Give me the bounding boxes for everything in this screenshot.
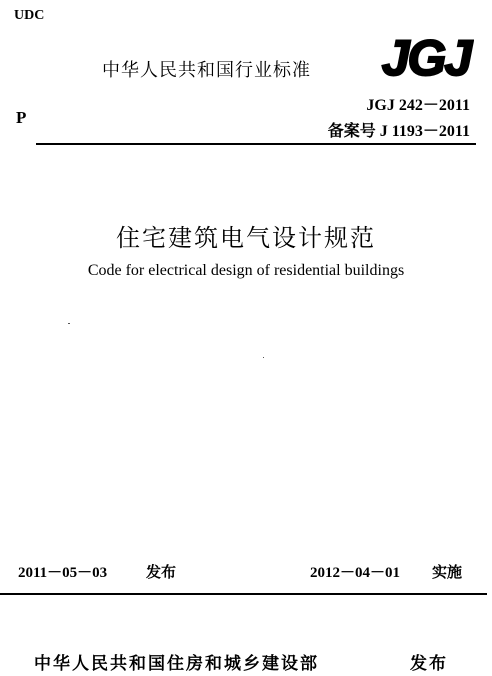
standard-number: JGJ 242－2011: [366, 97, 470, 114]
jgj-logo: [374, 30, 474, 82]
publish-label: 发布: [410, 654, 448, 674]
title-chinese: 住宅建筑电气设计规范: [116, 224, 376, 252]
scan-speck: [263, 357, 264, 358]
implementation-date: 2012－04－01: [310, 565, 401, 581]
category-code: P: [16, 108, 27, 127]
title-english: Code for electrical design of residential buildings: [87, 262, 405, 279]
issue-label: 发布: [146, 563, 177, 581]
record-number: 备案号 J 1193－2011: [327, 123, 470, 140]
issue-date: 2011－05－03: [18, 565, 108, 581]
udc-label: UDC: [14, 8, 45, 23]
publisher: 中华人民共和国住房和城乡建设部: [34, 654, 319, 674]
implementation-label: 实施: [432, 563, 463, 581]
bottom-divider: [0, 593, 487, 595]
scan-speck: [68, 323, 70, 324]
jgj-logo-text: JGJ: [381, 30, 471, 82]
top-divider: [36, 143, 476, 145]
standard-classification: 中华人民共和国行业标准: [102, 60, 311, 81]
